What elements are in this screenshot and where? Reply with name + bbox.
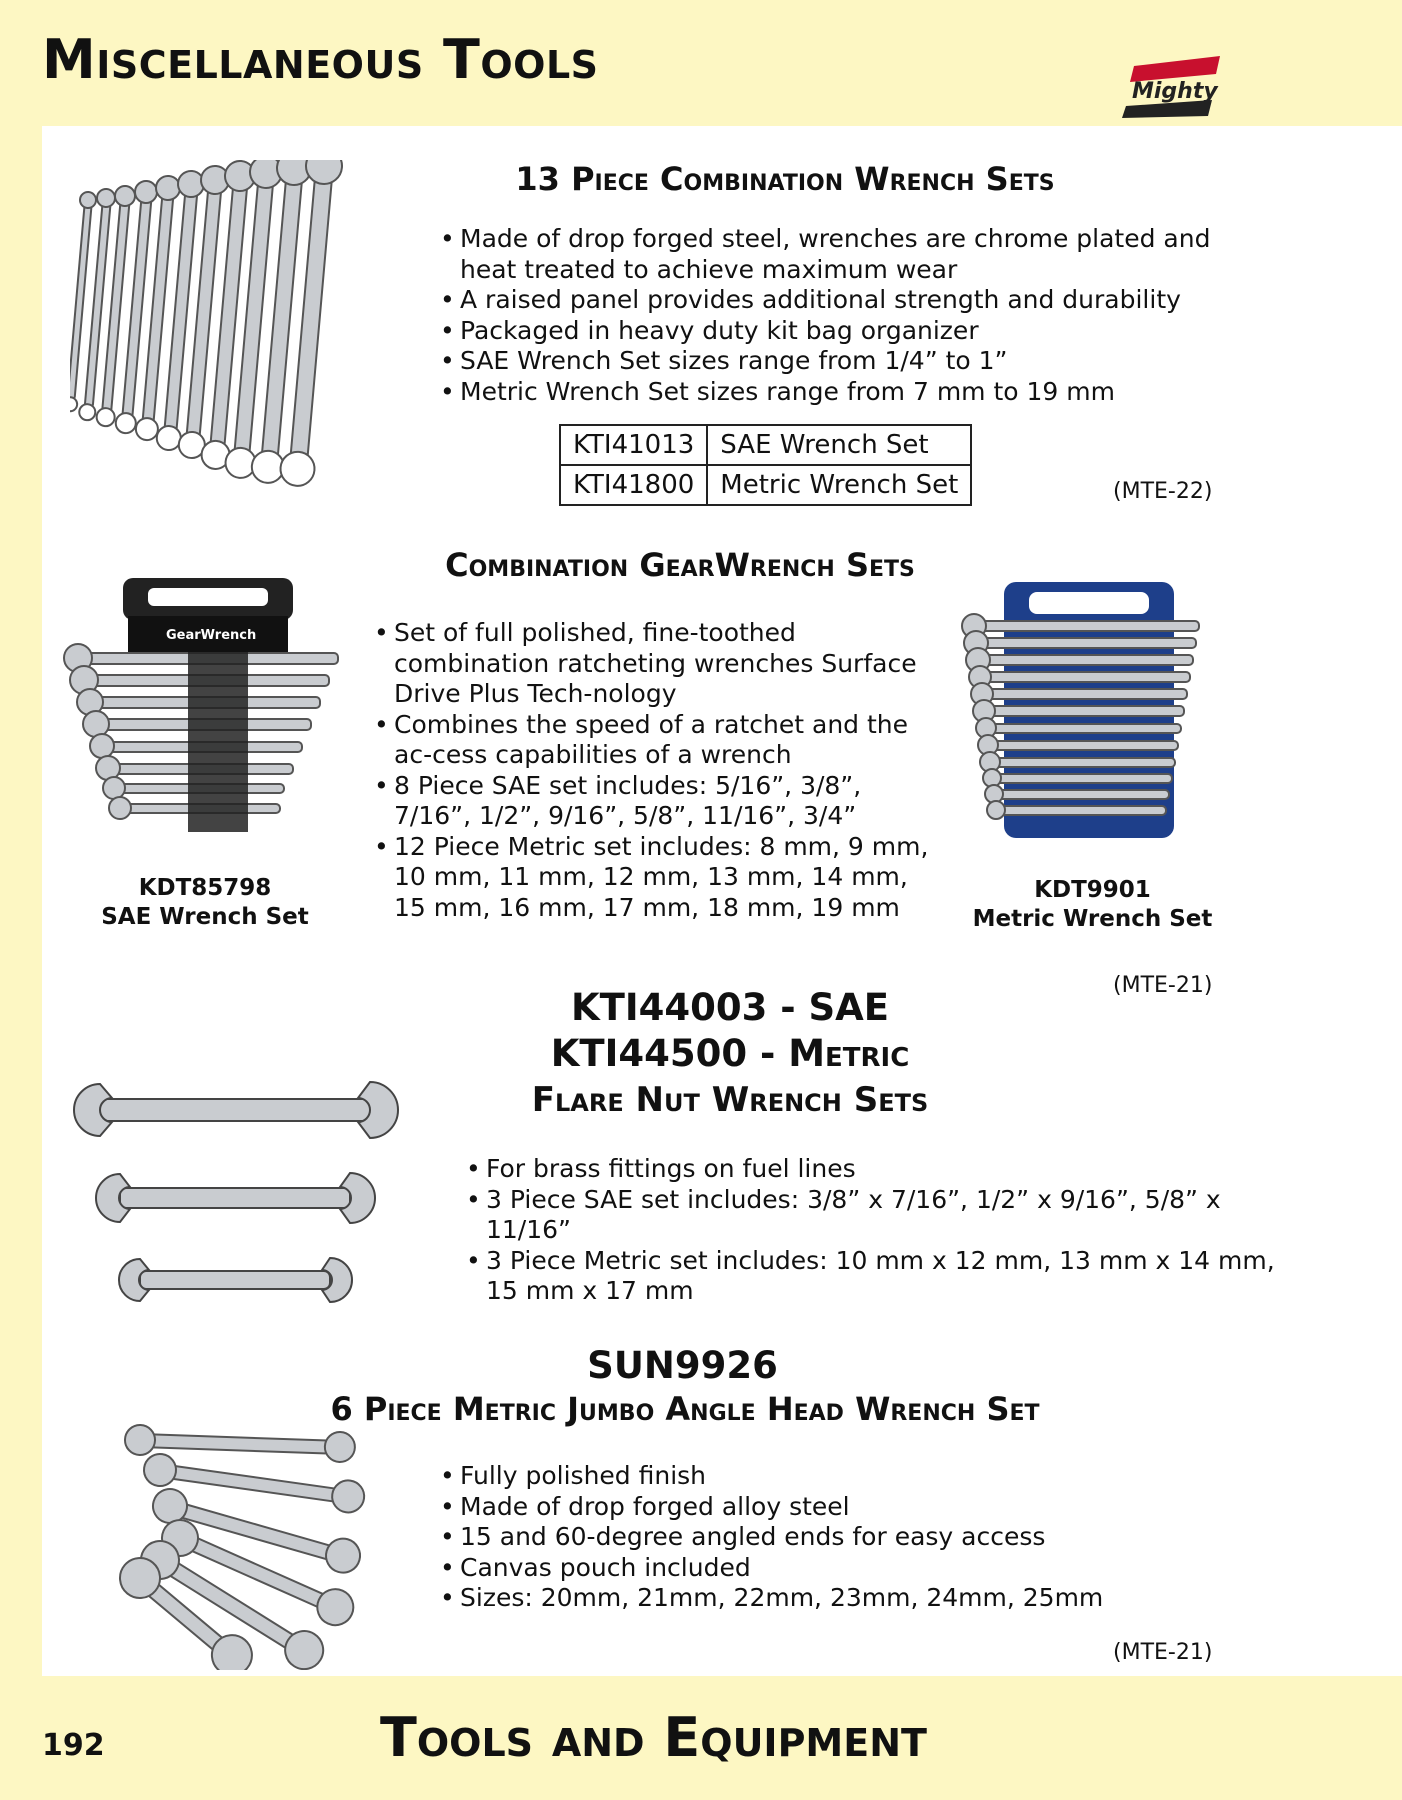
bullet: • Combines the speed of a ratchet and the ac-cess capabilities of a wrench bbox=[374, 710, 934, 771]
part-description: SAE Wrench Set bbox=[707, 425, 971, 465]
angle-head-wrench-image bbox=[100, 1410, 380, 1670]
right-name: Metric Wrench Set bbox=[972, 906, 1213, 932]
section1-bullets bbox=[440, 224, 1220, 407]
bullet: • Set of full polished, fine-toothed combination ratcheting wrenches Surface Drive Plus Tech-nology bbox=[374, 618, 934, 710]
right-code: KDT9901 bbox=[1034, 877, 1151, 903]
bullet: • Sizes: 20mm, 21mm, 22mm, 23mm, 24mm, 25mm bbox=[440, 1583, 1140, 1614]
page-number: 192 bbox=[42, 1728, 105, 1763]
bullet: • SAE Wrench Set sizes range from 1/4” to 1” bbox=[440, 346, 1220, 377]
table-row bbox=[560, 465, 971, 505]
left-caption bbox=[60, 874, 350, 932]
section3-line2: KTI44500 - Metric bbox=[550, 1032, 910, 1075]
section3-bullets bbox=[466, 1154, 1296, 1307]
left-code: KDT85798 bbox=[138, 875, 272, 901]
combination-wrench-set-image bbox=[70, 160, 400, 490]
bullet: • Canvas pouch included bbox=[440, 1553, 1140, 1584]
bullet: • Fully polished finish bbox=[440, 1461, 1140, 1492]
section4-code: SUN9926 bbox=[587, 1344, 778, 1387]
part-code: KTI41800 bbox=[560, 465, 707, 505]
gearwrench-metric-set-image bbox=[944, 578, 1234, 848]
section3-line1: KTI44003 - SAE bbox=[570, 986, 890, 1029]
part-code: KTI41013 bbox=[560, 425, 707, 465]
part-description: Metric Wrench Set bbox=[707, 465, 971, 505]
bullet: • 15 and 60-degree angled ends for easy access bbox=[440, 1522, 1140, 1553]
bullet: • For brass fittings on fuel lines bbox=[466, 1154, 1296, 1185]
table-row bbox=[560, 425, 971, 465]
svg-text:Mighty: Mighty bbox=[1132, 79, 1218, 104]
section1-code-table bbox=[559, 424, 972, 506]
section4-ref: (MTE-21) bbox=[1113, 1640, 1213, 1665]
bullet: • 8 Piece SAE set includes: 5/16”, 3/8”, 7/16”, 1/2”, 9/16”, 5/8”, 11/16”, 3/4” bbox=[374, 771, 934, 832]
left-name: SAE Wrench Set bbox=[101, 904, 309, 930]
footer-title: Tools and Equipment bbox=[380, 1706, 927, 1769]
section1-ref: (MTE-22) bbox=[1113, 479, 1213, 504]
svg-text:GearWrench: GearWrench bbox=[166, 628, 257, 643]
bullet: • Made of drop forged alloy steel bbox=[440, 1492, 1140, 1523]
section2-ref: (MTE-21) bbox=[1113, 973, 1213, 998]
section2-bullets bbox=[374, 618, 934, 923]
bullet: • A raised panel provides additional strength and durability bbox=[440, 285, 1220, 316]
mighty-logo bbox=[1120, 52, 1224, 118]
gearwrench-sae-set-image bbox=[48, 578, 378, 848]
right-caption bbox=[950, 876, 1235, 934]
flare-nut-wrench-image bbox=[70, 1070, 430, 1320]
bullet: • Metric Wrench Set sizes range from 7 mm to 19 mm bbox=[440, 377, 1220, 408]
section4-title: 6 Piece Metric Jumbo Angle Head Wrench Set bbox=[330, 1390, 1040, 1428]
page-title: Miscellaneous Tools bbox=[42, 28, 599, 91]
bullet: • 3 Piece Metric set includes: 10 mm x 12 mm, 13 mm x 14 mm, 15 mm x 17 mm bbox=[466, 1246, 1296, 1307]
section4-bullets bbox=[440, 1461, 1140, 1614]
section1-title: 13 Piece Combination Wrench Sets bbox=[515, 160, 1055, 198]
bullet: • Packaged in heavy duty kit bag organizer bbox=[440, 316, 1220, 347]
bullet: • 12 Piece Metric set includes: 8 mm, 9 mm, 10 mm, 11 mm, 12 mm, 13 mm, 14 mm, 15 mm, 16 mm, 17 mm, 18 mm, 19 mm bbox=[374, 832, 934, 924]
bullet: • 3 Piece SAE set includes: 3/8” x 7/16”, 1/2” x 9/16”, 5/8” x 11/16” bbox=[466, 1185, 1296, 1246]
section2-title: Combination GearWrench Sets bbox=[445, 546, 915, 584]
section3-line3: Flare Nut Wrench Sets bbox=[531, 1080, 929, 1120]
bullet: • Made of drop forged steel, wrenches are chrome plated and heat treated to achieve maximum wear bbox=[440, 224, 1220, 285]
